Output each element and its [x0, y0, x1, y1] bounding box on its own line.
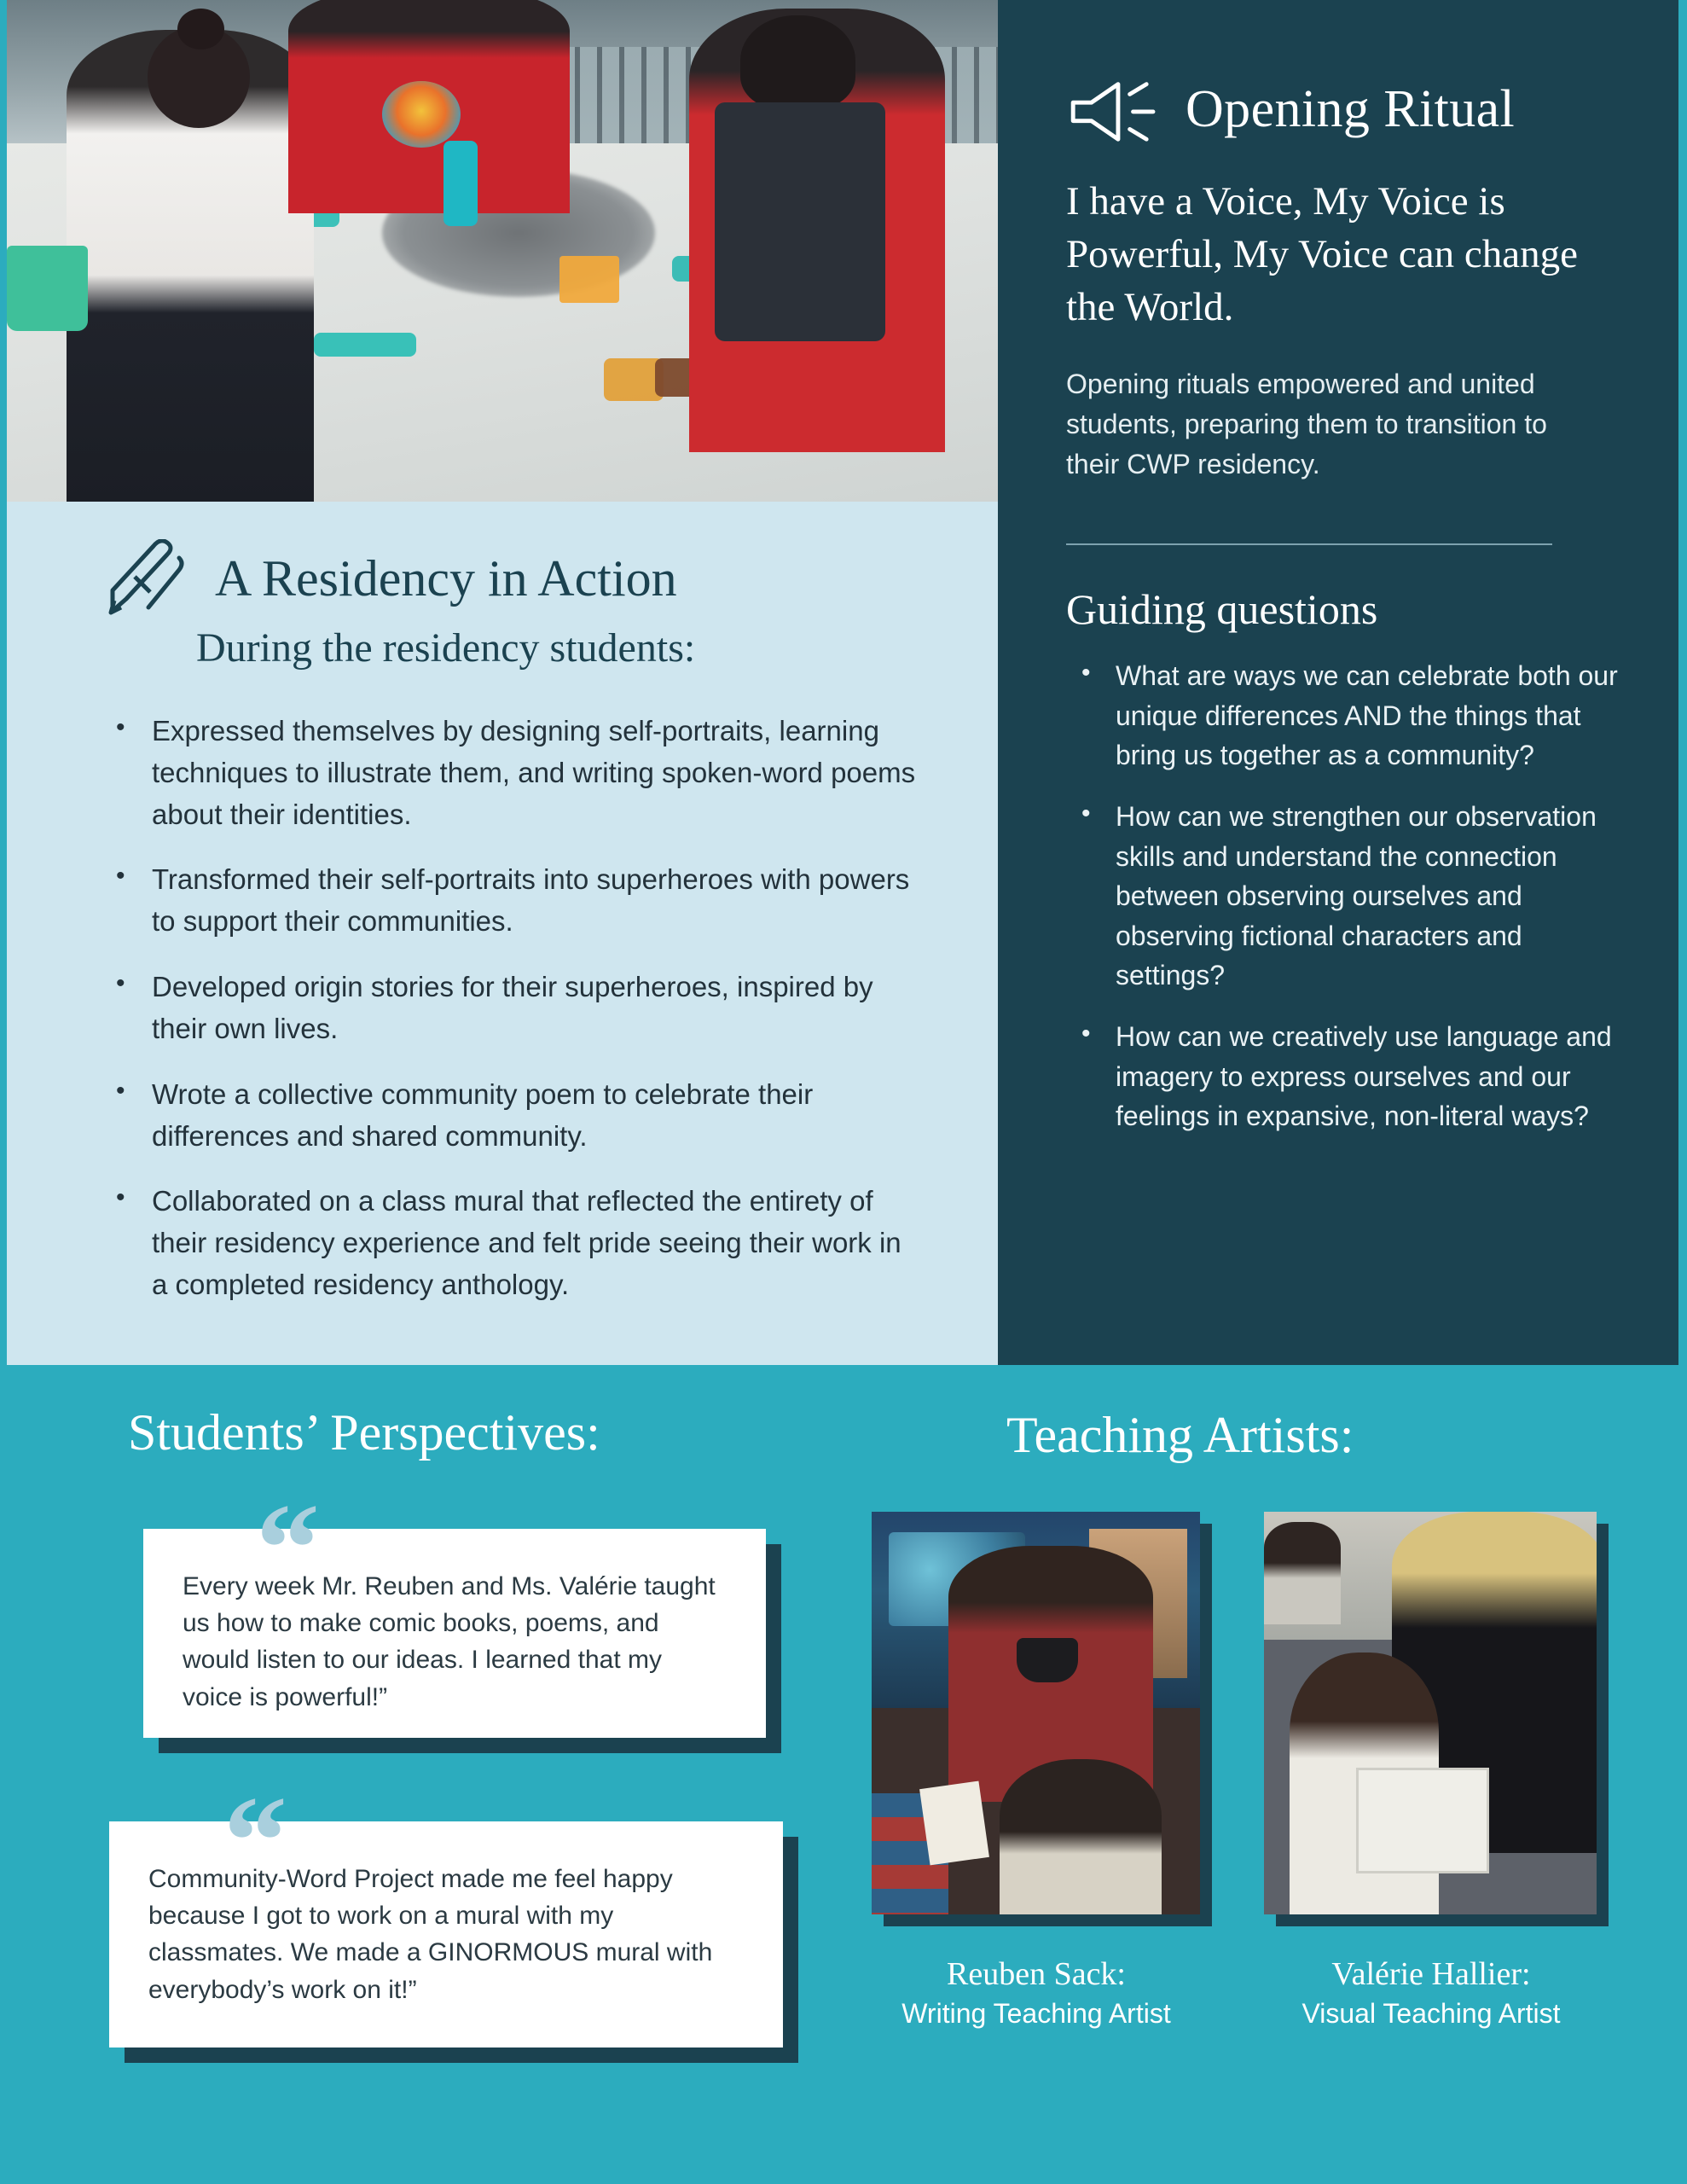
- student-quote-text: Community-Word Project made me feel happy because I got to work on a mural with my classmates. We made a GINORMOUS mural with everybody’s work on it!”: [148, 1865, 713, 2004]
- quote-mark-icon: “: [223, 1770, 287, 1912]
- photo-face-mask: [1017, 1638, 1078, 1682]
- list-item: • Transformed their self-portraits into superheroes with powers to support their communities.: [101, 859, 924, 943]
- pencil-paintbrush-icon: [101, 539, 186, 618]
- photo-paint-blob: [559, 256, 619, 303]
- photo-child-left-bun: [177, 9, 224, 49]
- residency-header: [101, 539, 954, 618]
- teaching-artists-title: Teaching Artists:: [1006, 1407, 1354, 1463]
- guiding-questions-list: [1066, 656, 1633, 1136]
- residency-list: [101, 711, 954, 1306]
- list-item: • Developed origin stories for their superheroes, inspired by their own lives.: [101, 967, 924, 1050]
- photo-paper: [919, 1781, 989, 1866]
- photo-book: [1356, 1768, 1489, 1873]
- photo-shirt-logo: [382, 81, 461, 148]
- photo-student: [1000, 1759, 1162, 1914]
- list-item: • What are ways we can celebrate both our unique differences AND the things that bring us together as a community?: [1066, 656, 1633, 775]
- residency-title: A Residency in Action: [215, 549, 677, 607]
- list-item: • How can we creatively use language and imagery to express ourselves and our feelings in expansive, non-literal ways?: [1066, 1017, 1633, 1136]
- residency-subtitle: During the residency students:: [196, 625, 696, 671]
- opening-ritual-quote: I have a Voice, My Voice is Powerful, My Voice can change the World.: [1066, 179, 1578, 330]
- artist-role: Writing Teaching Artist: [901, 1998, 1171, 2029]
- hero-photo: [7, 0, 998, 502]
- photo-apron: [715, 102, 885, 341]
- photo-child-right-hair: [740, 15, 855, 109]
- photo-water-bottle: [443, 141, 478, 226]
- artist-role: Visual Teaching Artist: [1301, 1998, 1561, 2029]
- page-edge-left: [0, 0, 7, 1365]
- student-quote-card: [143, 1529, 766, 1738]
- guiding-questions-title: Guiding questions: [1066, 585, 1378, 634]
- opening-ritual-body: Opening rituals empowered and united students, preparing them to transition to their CWP residency.: [1066, 369, 1547, 479]
- residency-panel: [7, 502, 998, 1365]
- list-item: • Wrote a collective community poem to celebrate their differences and shared community.: [101, 1074, 924, 1158]
- artist-name: Reuben Sack:: [946, 1956, 1126, 1992]
- quote-mark-icon: “: [256, 1478, 320, 1619]
- megaphone-icon: [1066, 73, 1167, 146]
- list-item: • Collaborated on a class mural that reflected the entirety of their residency experience and felt pride seeing their work in a completed residency anthology.: [101, 1181, 924, 1305]
- list-item: • Expressed themselves by designing self-portraits, learning techniques to illustrate them, and writing spoken-word poems about their identities.: [101, 711, 924, 835]
- page-edge-right: [1678, 0, 1687, 2184]
- photo-background-child: [1264, 1522, 1341, 1624]
- artist-name: Valérie Hallier:: [1331, 1956, 1531, 1992]
- opening-ritual-header: [1066, 73, 1633, 146]
- students-perspectives-title: Students’ Perspectives:: [128, 1404, 600, 1461]
- student-quote-text: Every week Mr. Reuben and Ms. Valérie taught us how to make comic books, poems, and would listen to our ideas. I learned that my voice is powerful!”: [183, 1572, 716, 1711]
- photo-paint-blob: [314, 333, 416, 357]
- opening-ritual-panel: [998, 0, 1678, 1365]
- divider: [1066, 543, 1552, 545]
- list-item: • How can we strengthen our observation skills and understand the connection between observing ourselves and observing fictional characters and settings?: [1066, 797, 1633, 995]
- teaching-artist-photo-valerie: [1264, 1512, 1597, 1914]
- student-quote-card: [109, 1821, 783, 2048]
- teaching-artist-photo-reuben: [872, 1512, 1200, 1914]
- opening-ritual-title: Opening Ritual: [1186, 79, 1516, 138]
- photo-bucket: [7, 246, 88, 331]
